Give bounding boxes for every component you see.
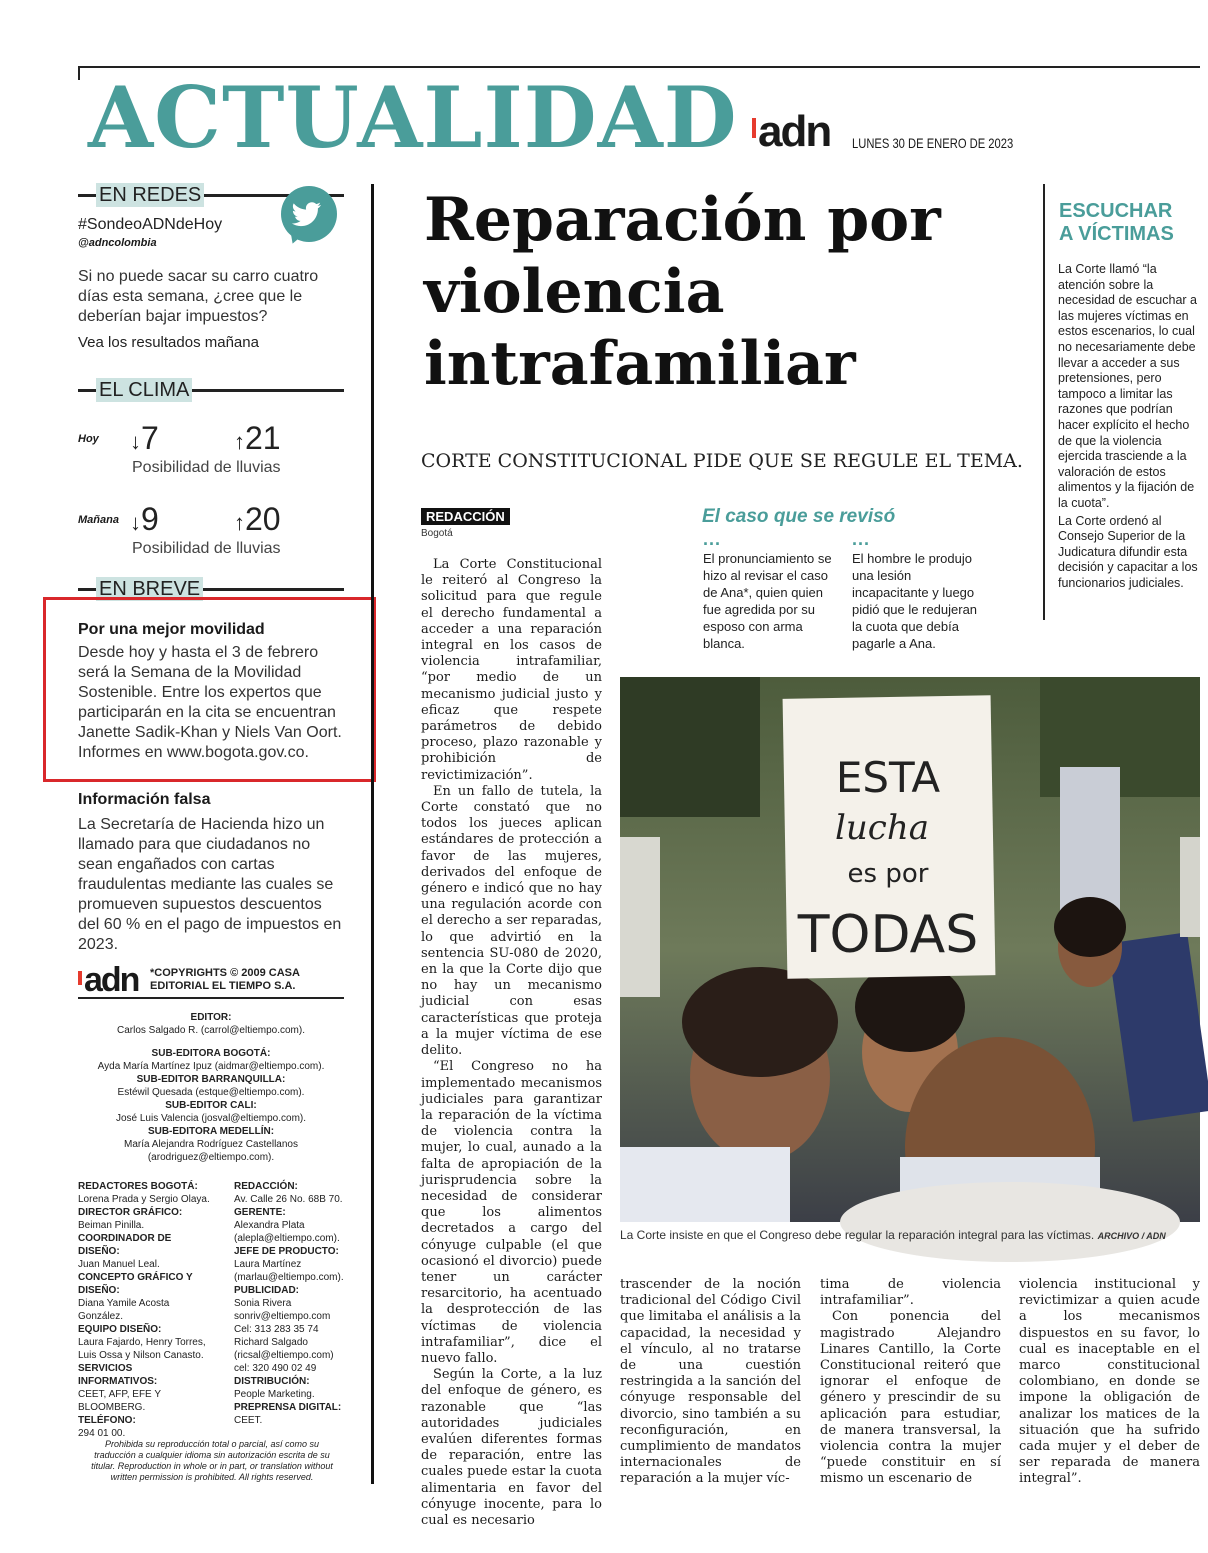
brief-title-falsa: Información falsa — [78, 791, 211, 808]
credits-left: REDACTORES BOGOTÁ: Lorena Prada y Sergio Olaya. DIRECTOR GRÁFICO: Beiman Pinilla. COORDINADOR DE DISEÑO: Juan Manuel Leal. CONCEPTO GRÁFICO Y DISEÑO: Diana Yamile Acosta González. EQUIPO DISEÑO: Laura Fajardo, Henry Torres, Luis Ossa y Nilson Canasto. SERVICIOS INFORMATIVOS: CEET, AFP, EFE Y BLOOMBERG. TELÉFONO: 294 01 00. — [78, 1181, 210, 1439]
svg-text:lucha: lucha — [835, 808, 929, 848]
byline-city: Bogotá — [421, 528, 453, 539]
copyright: *COPYRIGHTS © 2009 CASA EDITORIAL EL TIEMPO S.A. — [150, 967, 300, 992]
article-col-4: violencia institucional y revictimizar a quien acude a los mecanismos dispuestos en su favor, lo cual es inaceptable en el marco constitucional colombiano, en donde se impone la obligación de analizar los matices de la situación que ha sufrido cada mujer y el deber de ser reparada de manera integral”. — [1019, 1277, 1200, 1487]
svg-text:es por: es por — [847, 859, 929, 889]
kicker: CORTE CONSTITUCIONAL PIDE QUE SE REGULE EL TEMA. — [421, 450, 1023, 472]
twitter-icon — [281, 186, 337, 242]
article-col-3: tima de violencia intrafamiliar”. Con ponencia del magistrado Alejandro Linares Cantillo, la Corte Constitucional reiteró que ignorar el enfoque de género y prescindir de su aplicación para estudiar, de manera transversal, la violencia contra la mujer “puede constituir en sí mismo un escenario de — [820, 1277, 1001, 1487]
brief-title-movilidad: Por una mejor movilidad — [78, 621, 265, 638]
arrow-up-icon: ↑ — [234, 429, 245, 454]
weather-day-today: Hoy — [78, 433, 99, 445]
hashtag: #SondeoADNdeHoy — [78, 216, 223, 233]
box-dots-right: ... — [852, 529, 871, 549]
credits-right: REDACCIÓN: Av. Calle 26 No. 68B 70. GERENTE: Alexandra Plata (alepla@eltiempo.com). JEFE DE PRODUCTO: Laura Martínez (marlau@eltiempo.com). PUBLICIDAD: Sonia Rivera sonriv@eltiempo.com Cel: 313 283 35 74 Richard Salgado (ricsal@eltiempo.com) cel: 320 490 02 49 DISTRIBUCIÓN: People Marketing. PREPRENSA DIGITAL: CEET. — [234, 1181, 344, 1426]
protest-photo — [620, 677, 1200, 1222]
box-text-left: El pronunciamiento se hizo al revisar el caso de Ana*, quien quien fue agredida por su esposo con arma blanca. — [703, 551, 832, 651]
box-title: El caso que se revisó — [702, 506, 896, 527]
credits-editors: EDITOR: Carlos Salgado R. (carrol@eltiempo.com). SUB-EDITORA BOGOTÁ: Ayda María Martínez Ipuz (aidmar@eltiempo.com). SUB-EDITOR BARRANQUILLA: Estéwil Quesada (estque@eltiempo.com). SUB-EDITOR CALI: José Luis Valencia (josval@eltiempo.com). SUB-EDITORA MEDELLÍN: María Alejandra Rodríguez Castellanos (arodriguez@eltiempo.com). — [97, 1012, 325, 1163]
headline: Reparación por violencia intrafamiliar — [424, 185, 941, 399]
weather-max-tomorrow: ↑20 — [234, 501, 281, 537]
box-dots-left: ... — [703, 529, 722, 549]
byline: REDACCIÓN — [421, 508, 510, 525]
adn-logo-small: adn — [78, 963, 138, 997]
en-breve-label: EN BREVE — [78, 577, 344, 601]
weather-min-today: ↓7 — [130, 420, 159, 456]
photo-caption: La Corte insiste en que el Congreso debe regular la reparación integral para las víctimas. ARCHIVO / ADN — [620, 1228, 1166, 1242]
article-col-1: La Corte Constitucional le reiteró al Congreso la solicitud para que regule el derecho fundamental a acceder a una reparación integral en los casos de violencia intrafamiliar, “por medio de un mecanismo judicial justo y eficaz que respete parámetros de debido proceso, plazo razonable y prohibición de revictimización”. En un fallo de tutela, la Corte constató que no todos los jueces aplican estándares de protección a favor de las mujeres, derivados del enfoque de género e indicó que no hay una regulación acorde con el derecho a ser reparadas, lo que advirtió en la sentencia SU-080 de 2020, en la que la Corte dijo que no hay un mecanismo judicial con esas características que proteja a la mujer víctima de ese delito. “El Congreso no ha implementado mecanismos judiciales para garantizar la reparación de la víctima de violencia contra la mujer, lo cual, aunado a la falta de apropiación de la jurisprudencia sobre la necesidad de considerar que los alimentos decretados a cargo del cónyuge culpable (el que ocasionó el divorcio) puede tener un carácter resarcitorio, ha acentuado la desprotección de las víctimas de violencia intrafamiliar”, dice el nuevo fallo. Según la Corte, a la luz del enfoque de género, es razonable que “las autoridades judiciales evalúen diferentes formas de reparación, entre las cuales puede estar la cuota alimentaria en favor del cónyuge inocente, para lo cual es necesario — [421, 557, 602, 1528]
section-title: ACTUALIDAD — [88, 68, 738, 167]
arrow-down-icon: ↓ — [130, 429, 141, 454]
brief-text-falsa: La Secretaría de Hacienda hizo un llamado para que ciudadanos no sean engañados con cartas fraudulentas mediante las cuales se promueven supuestos descuentos del 60 % en el pago de impuestos en 2023. — [78, 816, 342, 953]
side-rule — [1043, 184, 1045, 620]
brief-text-movilidad: Desde hoy y hasta el 3 de febrero será la Semana de la Movilidad Sostenible. Entre los expertos que participarán en la cita se encuentran Janette Sadik-Khan y Niels Van Oort. Informes en www.bogota.gov.co. — [78, 644, 342, 761]
arrow-up-icon: ↑ — [234, 510, 245, 535]
arrow-down-icon: ↓ — [130, 510, 141, 535]
credits-rule — [78, 997, 344, 999]
issue-date: LUNES 30 DE ENERO DE 2023 — [852, 135, 1014, 151]
side-text: La Corte llamó “la atención sobre la necesidad de escuchar a las mujeres víctimas en estos escenarios, lo cual no necesariamente debe llevar a acceder a sus pretensiones, pero tampoco a limitar las razones que podrían hacer explícito el hecho de que la violencia ejercida trasciende a la valoración de estos alimentos y la fijación de la cuota”. La Corte ordenó al Consejo Superior de la Judicatura difundir esta decisión y capacitar a los funcionarios judiciales. — [1058, 262, 1198, 590]
column-rule — [371, 184, 374, 1484]
weather-note-tomorrow: Posibilidad de lluvias — [132, 540, 281, 557]
weather-day-tomorrow: Mañana — [78, 514, 119, 526]
rights-notice: Prohibida su reproducción total o parcial, así como su traducción a cualquier idioma sin autorización escrita de su titular. Reproduction in whole or in part, or translation without written permission is prohibited. All rights reserved. — [91, 1439, 333, 1482]
weather-min-tomorrow: ↓9 — [130, 501, 159, 537]
svg-text:TODAS: TODAS — [797, 905, 979, 965]
side-title: ESCUCHAR A VÍCTIMAS — [1059, 200, 1174, 245]
box-text-right: El hombre le produjo una lesión incapacitante y luego pidió que le redujeran la cuota que debía pagarle a Ana. — [852, 551, 978, 651]
el-clima-label: EL CLIMA — [78, 378, 344, 402]
poll-results-note: Vea los resultados mañana — [78, 334, 259, 351]
weather-note-today: Posibilidad de lluvias — [132, 459, 281, 476]
article-col-2: trascender de la noción tradicional del Código Civil que limitaba el análisis a la capacidad, la necesidad y el vínculo, al no tratarse de una cuestión restringida a la sanción del cónyuge responsable del divorcio, sino también a su reconfiguración, en cumplimiento de mandatos internacionales de reparación a la mujer víc- — [620, 1277, 801, 1487]
poll-question: Si no puede sacar su carro cuatro días esta semana, ¿cree que le deberían bajar impuestos? — [78, 268, 319, 325]
weather-max-today: ↑21 — [234, 420, 281, 456]
twitter-handle: @adncolombia — [78, 237, 157, 249]
svg-text:ESTA: ESTA — [835, 753, 941, 802]
adn-logo: adn — [752, 110, 830, 154]
en-redes-label: EN REDES — [78, 183, 344, 207]
top-rule-tick — [78, 66, 80, 80]
